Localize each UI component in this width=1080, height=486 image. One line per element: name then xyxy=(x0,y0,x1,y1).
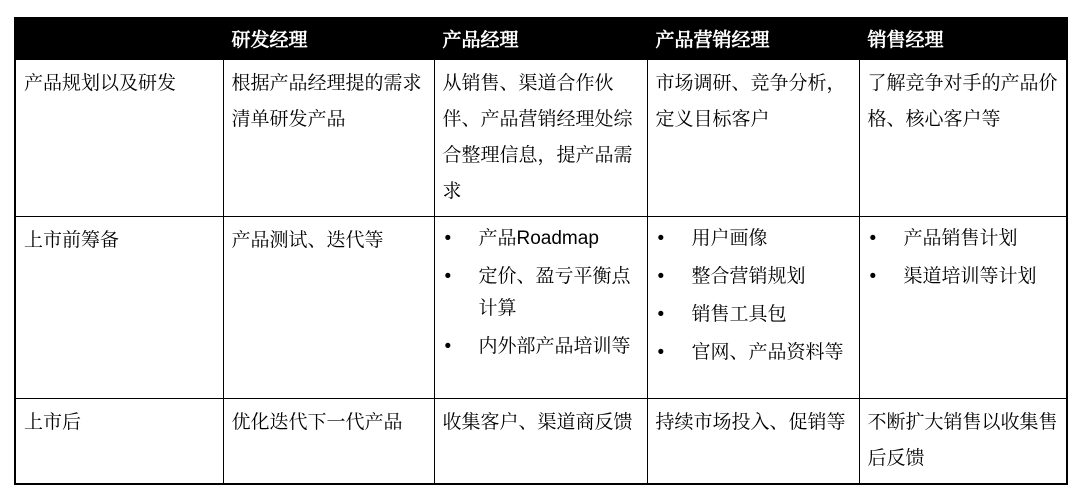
header-cell-blank xyxy=(15,18,223,59)
row-label-post-launch: 上市后 xyxy=(15,398,223,484)
cell-prelaunch-product-marketing-manager xyxy=(647,216,859,398)
cell-planning-product-manager: 从销售、渠道合作伙伴、产品营销经理处综合整理信息，提产品需求 xyxy=(434,59,647,216)
list-item: • 渠道培训等计划 xyxy=(868,261,1059,293)
list-item: • 销售工具包 xyxy=(656,299,851,331)
bullet-list-sales-manager xyxy=(868,223,1059,293)
cell-prelaunch-rd-manager: 产品测试、迭代等 xyxy=(223,216,434,398)
cell-planning-product-marketing-manager: 市场调研、竞争分析，定义目标客户 xyxy=(647,59,859,216)
bullet-list-product-manager xyxy=(443,223,639,363)
table-row-pre-launch xyxy=(15,216,1067,398)
responsibility-matrix-table xyxy=(14,17,1068,485)
bullet-list-product-marketing-manager xyxy=(656,223,851,369)
list-item: • 定价、盈亏平衡点计算 xyxy=(443,261,639,325)
table-row-post-launch xyxy=(15,398,1067,484)
list-item: • 产品销售计划 xyxy=(868,223,1059,255)
cell-planning-sales-manager: 了解竞争对手的产品价格、核心客户等 xyxy=(859,59,1067,216)
list-item: • 用户画像 xyxy=(656,223,851,255)
list-item: • 内外部产品培训等 xyxy=(443,331,639,363)
row-label-planning-and-rd: 产品规划以及研发 xyxy=(15,59,223,216)
cell-prelaunch-sales-manager xyxy=(859,216,1067,398)
cell-postlaunch-product-manager: 收集客户、渠道商反馈 xyxy=(434,398,647,484)
cell-postlaunch-rd-manager: 优化迭代下一代产品 xyxy=(223,398,434,484)
table-row-planning-and-rd xyxy=(15,59,1067,216)
header-cell-product-marketing-manager: 产品营销经理 xyxy=(647,18,859,59)
header-row xyxy=(15,18,1067,59)
cell-postlaunch-sales-manager: 不断扩大销售以收集售后反馈 xyxy=(859,398,1067,484)
cell-postlaunch-product-marketing-manager: 持续市场投入、促销等 xyxy=(647,398,859,484)
list-item: • 官网、产品资料等 xyxy=(656,337,851,369)
list-item: • 产品Roadmap xyxy=(443,223,639,255)
cell-prelaunch-product-manager xyxy=(434,216,647,398)
header-cell-product-manager: 产品经理 xyxy=(434,18,647,59)
header-cell-rd-manager: 研发经理 xyxy=(223,18,434,59)
list-item: • 整合营销规划 xyxy=(656,261,851,293)
cell-planning-rd-manager: 根据产品经理提的需求清单研发产品 xyxy=(223,59,434,216)
row-label-pre-launch: 上市前筹备 xyxy=(15,216,223,398)
header-cell-sales-manager: 销售经理 xyxy=(859,18,1067,59)
